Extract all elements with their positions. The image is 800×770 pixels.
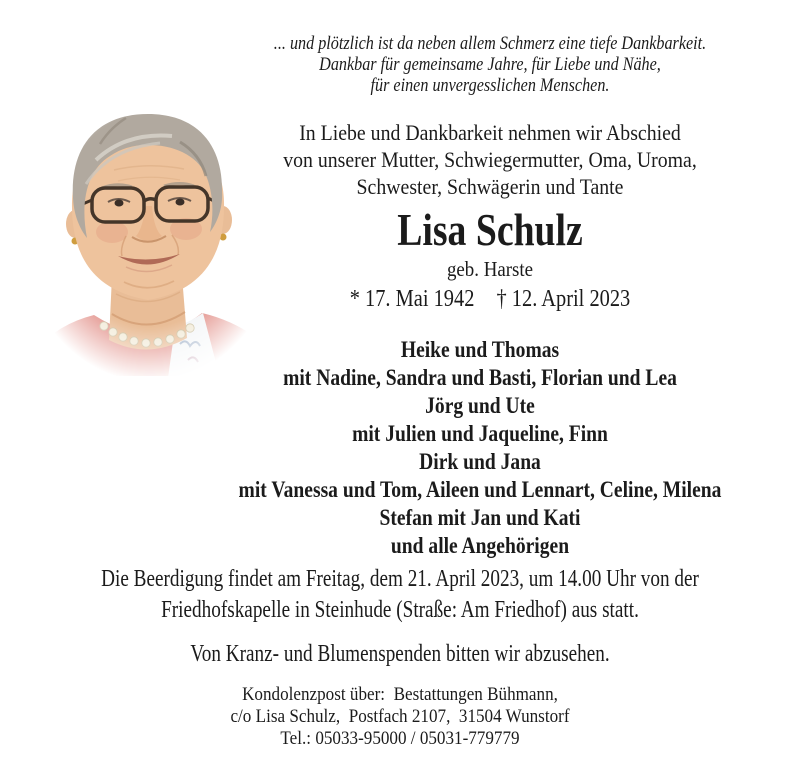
- funeral-info-line: Friedhofskapelle in Steinhude (Straße: Am Friedhof) aus statt.: [161, 597, 639, 623]
- mourner-line: und alle Angehörigen: [390, 533, 570, 558]
- epigraph-line: für einen unvergesslichen Menschen.: [370, 75, 610, 96]
- farewell-intro: [211, 119, 769, 200]
- deceased-name: Lisa Schulz: [397, 204, 583, 255]
- mourner-line: Heike und Thomas: [400, 337, 560, 362]
- funeral-info-line: Die Beerdigung findet am Freitag, dem 21. April 2023, um 14.00 Uhr von der: [101, 566, 699, 592]
- birth-date: * 17. Mai 1942: [349, 286, 475, 312]
- maiden-name: geb. Harste: [446, 257, 534, 281]
- epigraph: [227, 33, 754, 96]
- condolence-address: [40, 684, 760, 750]
- mourner-line: mit Julien und Jaqueline, Finn: [352, 421, 608, 446]
- upper-column: [180, 0, 800, 312]
- life-dates: [227, 286, 754, 312]
- farewell-intro-line: Schwester, Schwägerin und Tante: [356, 174, 624, 199]
- mourners-list: [208, 336, 752, 560]
- funeral-info: [80, 564, 720, 626]
- farewell-intro-line: In Liebe und Dankbarkeit nehmen wir Abschied: [299, 120, 681, 145]
- mourner-line: Dirk und Jana: [419, 449, 541, 474]
- farewell-intro-line: von unserer Mutter, Schwiegermutter, Oma, Uroma,: [283, 147, 697, 172]
- mourner-line: Stefan mit Jan und Kati: [379, 505, 581, 530]
- epigraph-line: Dankbar für gemeinsame Jahre, für Liebe und Nähe,: [319, 54, 661, 75]
- death-date: † 12. April 2023: [496, 286, 631, 312]
- flowers-note: Von Kranz- und Blumenspenden bitten wir abzusehen.: [190, 641, 610, 667]
- epigraph-line: ... und plötzlich ist da neben allem Schmerz eine tiefe Dankbarkeit.: [273, 33, 707, 54]
- mourner-line: mit Nadine, Sandra und Basti, Florian und Lea: [283, 365, 677, 390]
- condolence-line: c/o Lisa Schulz, Postfach 2107, 31504 Wunstorf: [230, 706, 570, 727]
- mourner-line: Jörg und Ute: [425, 393, 535, 418]
- condolence-line: Tel.: 05033-95000 / 05031-779779: [280, 728, 520, 749]
- mourner-line: mit Vanessa und Tom, Aileen und Lennart, Celine, Milena: [238, 477, 722, 502]
- condolence-line: Kondolenzpost über: Bestattungen Bühmann,: [242, 684, 558, 705]
